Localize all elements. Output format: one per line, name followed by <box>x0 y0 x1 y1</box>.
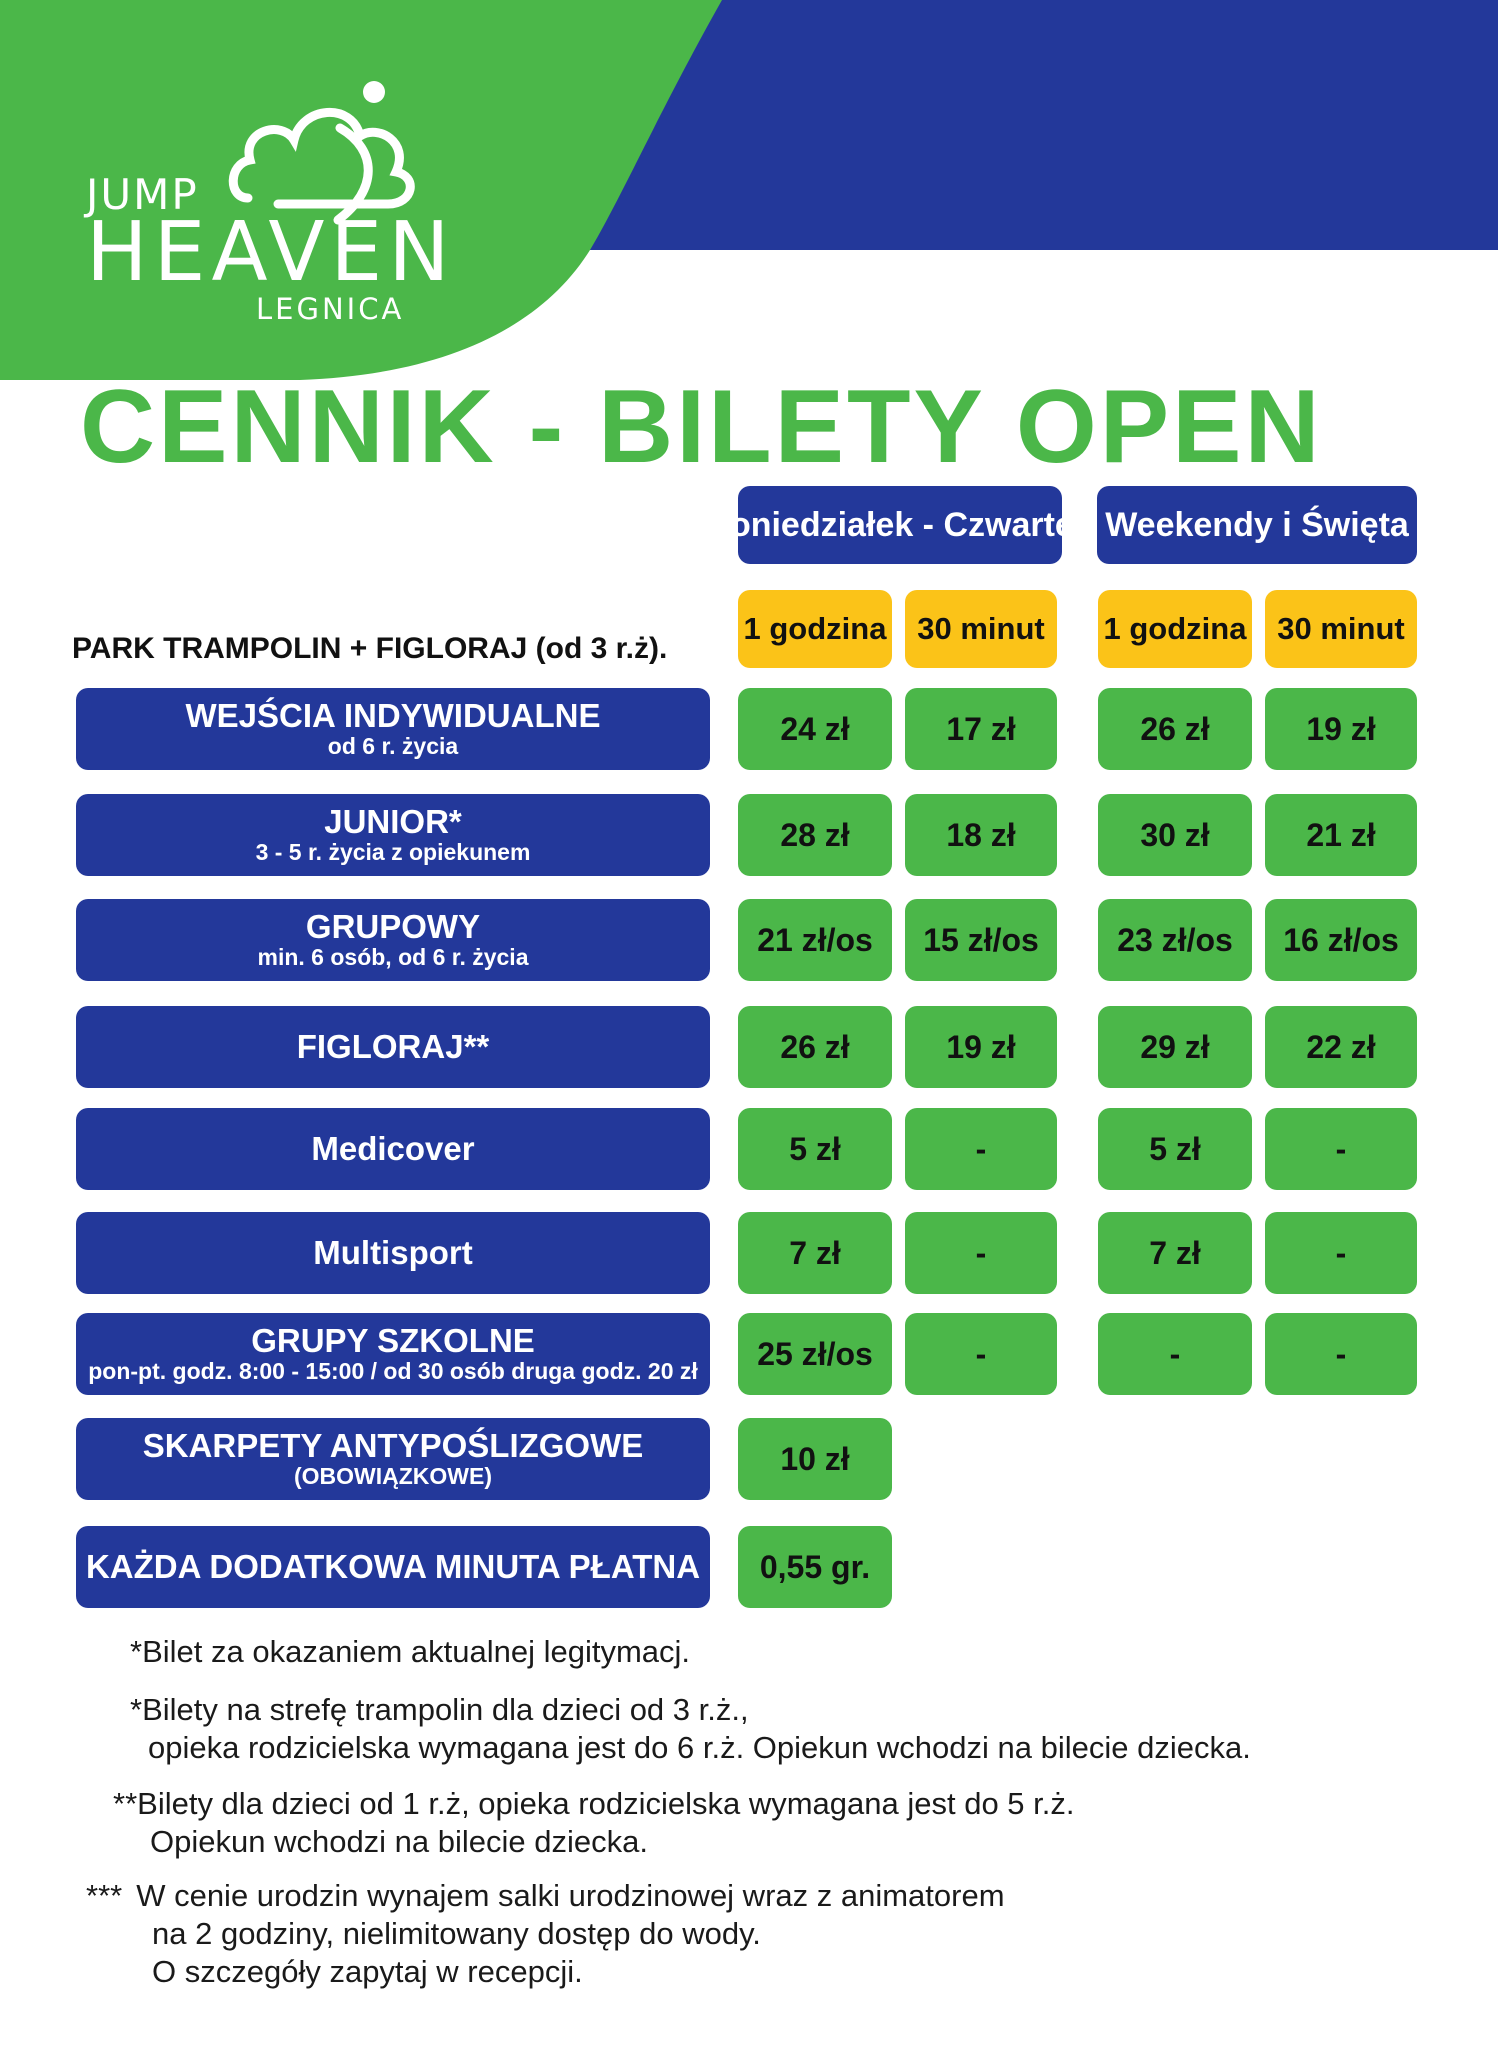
price-cell: 17 zł <box>905 688 1057 770</box>
row-label-text: Medicover <box>311 1129 475 1167</box>
row-sub-text: 3 - 5 r. życia z opiekunem <box>255 838 531 865</box>
row-sub-text: od 6 r. życia <box>327 732 459 759</box>
row-label-multisport <box>76 1212 710 1294</box>
price-cell: 25 zł/os <box>738 1313 892 1395</box>
price-cell: 7 zł <box>738 1212 892 1294</box>
footnote-line: O szczegóły zapytaj w recepcji. <box>152 1954 583 1989</box>
footnote-line: opieka rodzicielska wymagana jest do 6 r.ż. Opiekun wchodzi na bilecie dziecka. <box>148 1730 1251 1765</box>
price-cell: 21 zł/os <box>738 899 892 981</box>
price-cell: 24 zł <box>738 688 892 770</box>
price-cell: - <box>1265 1313 1417 1395</box>
row-label-group <box>76 899 710 981</box>
price-cell: 5 zł <box>738 1108 892 1190</box>
footnote-line: Opiekun wchodzi na bilecie dziecka. <box>150 1824 648 1859</box>
footnote-marker: * <box>130 1692 143 1727</box>
row-label-figloraj <box>76 1006 710 1088</box>
footnote-line: Bilety dla dzieci od 1 r.ż, opieka rodzicielska wymagana jest do 5 r.ż. <box>137 1786 1075 1821</box>
price-cell: 7 zł <box>1098 1212 1252 1294</box>
duration-header: 1 godzina <box>1098 590 1252 668</box>
price-cell: 22 zł <box>1265 1006 1417 1088</box>
price-cell: 5 zł <box>1098 1108 1252 1190</box>
price-cell: 16 zł/os <box>1265 899 1417 981</box>
price-cell: - <box>1265 1212 1417 1294</box>
row-label-text: JUNIOR* <box>324 803 462 841</box>
row-sub-text: pon-pt. godz. 8:00 - 15:00 / od 30 osób druga godz. 20 zł <box>88 1357 698 1384</box>
price-cell: 15 zł/os <box>905 899 1057 981</box>
price-cell: - <box>1098 1313 1252 1395</box>
footnote-line: Bilety na strefę trampolin dla dzieci od 3 r.ż., <box>142 1692 749 1727</box>
footnote <box>86 1876 1005 1916</box>
row-label-text: FIGLORAJ** <box>296 1027 490 1065</box>
footnote-line: Bilet za okazaniem aktualnej legitymacj. <box>142 1634 691 1669</box>
row-label-text: KAŻDA DODATKOWA MINUTA PŁATNA <box>85 1547 701 1585</box>
price-cell: - <box>905 1212 1057 1294</box>
price-cell: - <box>905 1313 1057 1395</box>
logo-heaven: HEAVEN <box>86 205 456 300</box>
row-sub-text: min. 6 osób, od 6 r. życia <box>257 943 529 970</box>
price-cell: 21 zł <box>1265 794 1417 876</box>
footnote-marker: * <box>130 1634 143 1669</box>
price-cell: 23 zł/os <box>1098 899 1252 981</box>
duration-header: 1 godzina <box>738 590 892 668</box>
period-header-weekdays: Poniedziałek - Czwartek <box>738 486 1062 564</box>
price-cell: 26 zł <box>1098 688 1252 770</box>
footnote <box>113 1784 1075 1824</box>
row-label-individual <box>76 688 710 770</box>
price-cell: 28 zł <box>738 794 892 876</box>
row-label-text: GRUPOWY <box>305 908 481 946</box>
footnote-line: na 2 godziny, nielimitowany dostęp do wody. <box>152 1916 761 1951</box>
period-header-weekends: Weekendy i Święta <box>1097 486 1417 564</box>
footnote-marker: ** <box>113 1786 138 1821</box>
row-sub-text: (OBOWIĄZKOWE) <box>293 1462 492 1489</box>
duration-header: 30 minut <box>1265 590 1417 668</box>
footnote-marker: *** <box>86 1878 123 1913</box>
price-cell: 29 zł <box>1098 1006 1252 1088</box>
page-title: CENNIK - BILETY OPEN <box>80 369 1323 485</box>
row-label-school-groups <box>76 1313 710 1395</box>
footnote <box>130 1632 690 1672</box>
row-label-text: Multisport <box>313 1233 473 1271</box>
duration-header: 30 minut <box>905 590 1057 668</box>
footnote-line: W cenie urodzin wynajem salki urodzinowej wraz z animatorem <box>136 1878 1005 1913</box>
footnote <box>130 1690 749 1730</box>
park-label: PARK TRAMPOLIN + FIGLORAJ (od 3 r.ż). <box>72 632 668 665</box>
price-cell: - <box>905 1108 1057 1190</box>
price-cell: 0,55 gr. <box>738 1526 892 1608</box>
logo-legnica: LEGNICA <box>256 292 405 326</box>
price-cell: 19 zł <box>905 1006 1057 1088</box>
row-label-text: WEJŚCIA INDYWIDUALNE <box>185 697 601 735</box>
price-cell: 19 zł <box>1265 688 1417 770</box>
price-cell: - <box>1265 1108 1417 1190</box>
row-label-socks <box>76 1418 710 1500</box>
row-label-medicover <box>76 1108 710 1190</box>
price-cell: 26 zł <box>738 1006 892 1088</box>
price-cell: 10 zł <box>738 1418 892 1500</box>
logo-jump: JUMP <box>86 170 199 219</box>
row-label-extra-minute <box>76 1526 710 1608</box>
row-label-text: GRUPY SZKOLNE <box>251 1322 535 1360</box>
price-cell: 30 zł <box>1098 794 1252 876</box>
row-label-junior <box>76 794 710 876</box>
row-label-text: SKARPETY ANTYPOŚLIZGOWE <box>142 1427 644 1465</box>
price-cell: 18 zł <box>905 794 1057 876</box>
